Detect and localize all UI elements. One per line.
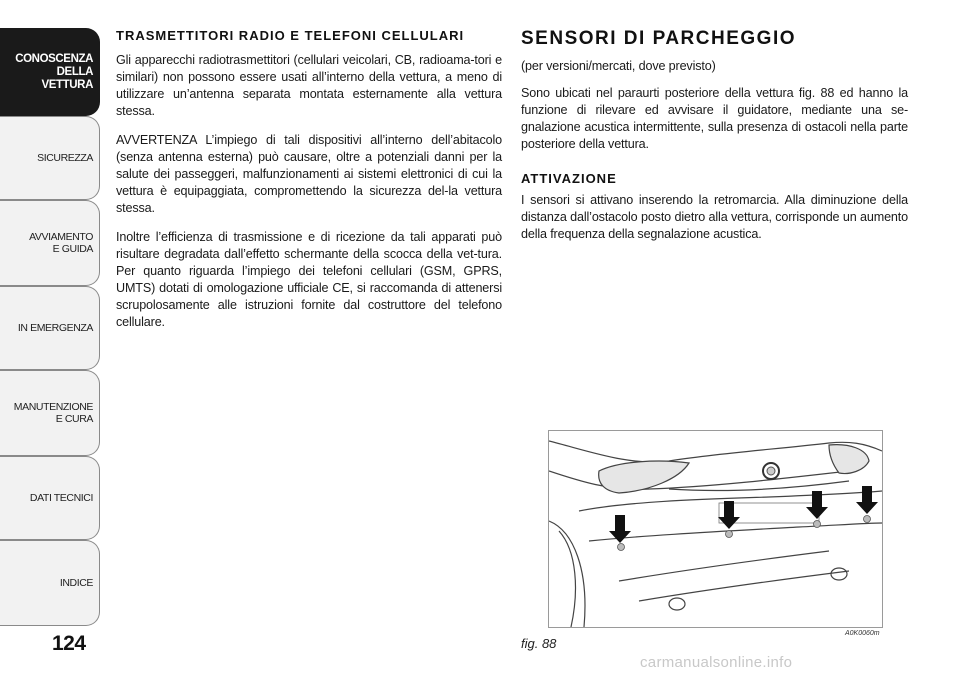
tab-indice[interactable] [0, 540, 100, 626]
tab-in-emergenza[interactable] [0, 286, 100, 370]
figure-code: A0K0060m [845, 630, 880, 637]
car-rear-drawing [549, 431, 882, 627]
tab-label-line: SICUREZZA [37, 152, 93, 164]
tab-conoscenza-della-vettura[interactable] [0, 28, 100, 116]
tab-sicurezza[interactable] [0, 116, 100, 200]
tab-dati-tecnici[interactable] [0, 456, 100, 540]
tab-label-line: E CURA [55, 413, 93, 425]
tab-avviamento-e-guida[interactable] [0, 200, 100, 286]
tab-label-line: INDICE [59, 577, 93, 589]
tab-label-line: IN EMERGENZA [17, 322, 93, 334]
left-column [116, 28, 502, 343]
tab-label-line: DELLA [56, 65, 93, 78]
tab-label-line: DATI TECNICI [29, 492, 93, 504]
paragraph: Inoltre l’efficienza di trasmissione e di ricezione da tali apparati può risultare degradata dall’effetto schermante della scocca della vet-tura. Per quanto riguarda l’impiego dei telefoni cellulari (GSM, GPRS, UMTS) dotati di omologazione ufficiale CE, si raccomanda di attenersi scrupolosamente alle istruzioni fornite dal costruttore del telefono cellulare. [116, 230, 502, 329]
tab-label-line: MANUTENZIONE [13, 401, 93, 413]
tab-label-line: E GUIDA [52, 243, 93, 255]
tab-label-line: CONOSCENZA [15, 52, 93, 65]
paragraph: Sono ubicati nel paraurti posteriore della vettura fig. 88 ed hanno la funzione di rilevare ed avvisare il guidatore, mediante una se-gnalazione acustica intermittente, sulla presenza di ostacoli nella parte posteriore della vettura. [521, 86, 908, 151]
page-number: 124 [52, 632, 86, 655]
tab-label-line: VETTURA [41, 78, 93, 91]
warning-paragraph: AVVERTENZA L’impiego di tali dispositivi all’interno dell’abitacolo (senza antenna esterna) può causare, oltre a potenziali danni per la salute dei passeggeri, malfunzionamenti ai sistemi elettronici di cui la vettura è equipaggiata, compromettendo la sicurezza del-la vettura stessa. [116, 133, 502, 215]
paragraph: I sensori si attivano inserendo la retromarcia. Alla diminuzione della distanza dall’ostacolo posto dietro alla vettura, corrisponde un aumento della frequenza della segnalazione acustica. [521, 193, 908, 241]
subheading-attivazione: ATTIVAZIONE [521, 171, 617, 186]
tab-label-line: AVVIAMENTO [29, 231, 93, 243]
section-heading-radio: TRASMETTITORI RADIO E TELEFONI CELLULARI [116, 28, 465, 43]
paragraph: Gli apparecchi radiotrasmettitori (cellulari veicolari, CB, radioama-tori e similari) non possono essere usati all’interno della vettura, a meno di utilizzare un’antenna separata montata esternamente alla vettura stessa. [116, 53, 502, 118]
figure-caption: fig. 88 [521, 636, 557, 651]
subtitle: (per versioni/mercati, dove previsto) [521, 59, 716, 73]
right-column [521, 28, 908, 255]
watermark: carmanualsonline.info [640, 654, 793, 671]
section-heading-parking-sensors: SENSORI DI PARCHEGGIO [521, 28, 797, 49]
chapter-sidebar [0, 0, 104, 677]
figure-88-car-rear-illustration [548, 430, 883, 628]
tab-manutenzione-e-cura[interactable] [0, 370, 100, 456]
